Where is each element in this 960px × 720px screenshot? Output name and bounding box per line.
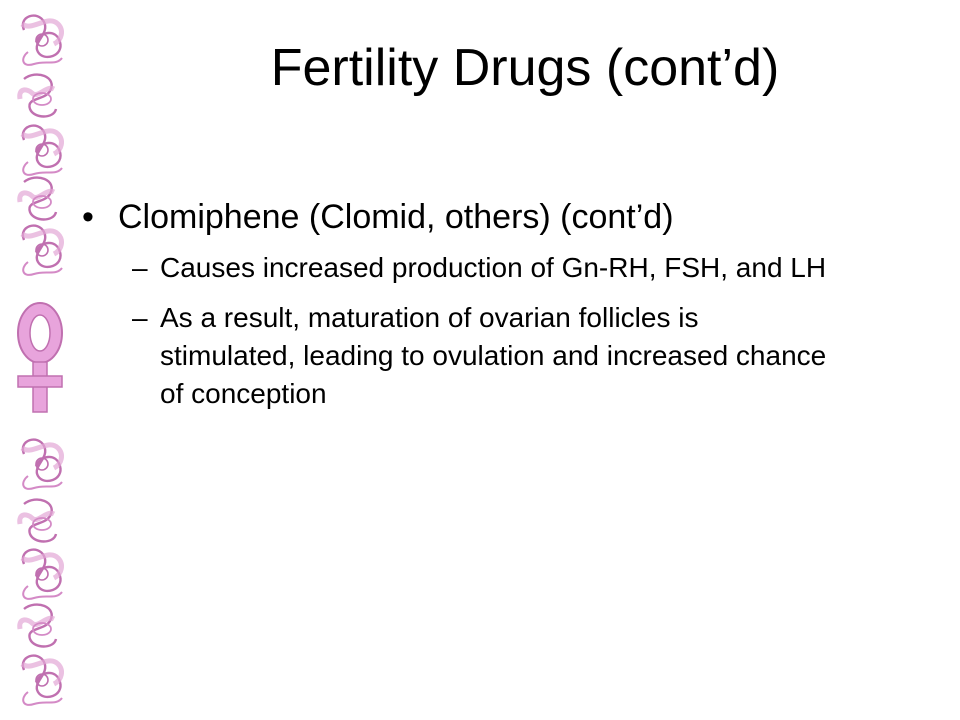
flourish-ornament-icon [22, 16, 62, 65]
flourish-ornament-icon [20, 605, 56, 647]
flourish-ornament-icon [22, 550, 62, 599]
flourish-ornament-icon [20, 500, 56, 542]
flourish-ornament-icon [22, 226, 62, 275]
sub-bullet-marker: – [132, 302, 148, 333]
sub-bullet-list [82, 249, 902, 413]
female-symbol-icon [18, 303, 62, 412]
flourish-ornament-icon [22, 126, 62, 175]
flourish-ornament-icon [20, 75, 56, 117]
bullet-text: Clomiphene (Clomid, others) (cont’d) [118, 198, 674, 236]
sub-bullet-text: Causes increased production of Gn-RH, FSH, and LH [160, 252, 827, 283]
bullet-item [82, 193, 902, 241]
slide-content [82, 193, 902, 425]
slide-title: Fertility Drugs (cont’d) [270, 39, 780, 97]
sub-bullet-marker: – [132, 252, 148, 283]
bullet-marker: • [82, 198, 94, 236]
flourish-ornament-icon [20, 178, 56, 220]
flourish-ornament-icon [22, 440, 62, 489]
decorative-border [0, 0, 90, 720]
sub-bullet-item [82, 299, 840, 413]
flourish-ornament-icon [22, 656, 62, 705]
sub-bullet-text: As a result, maturation of ovarian follicles is stimulated, leading to ovulation and increased chance of conception [160, 302, 827, 409]
sub-bullet-item [82, 249, 840, 287]
